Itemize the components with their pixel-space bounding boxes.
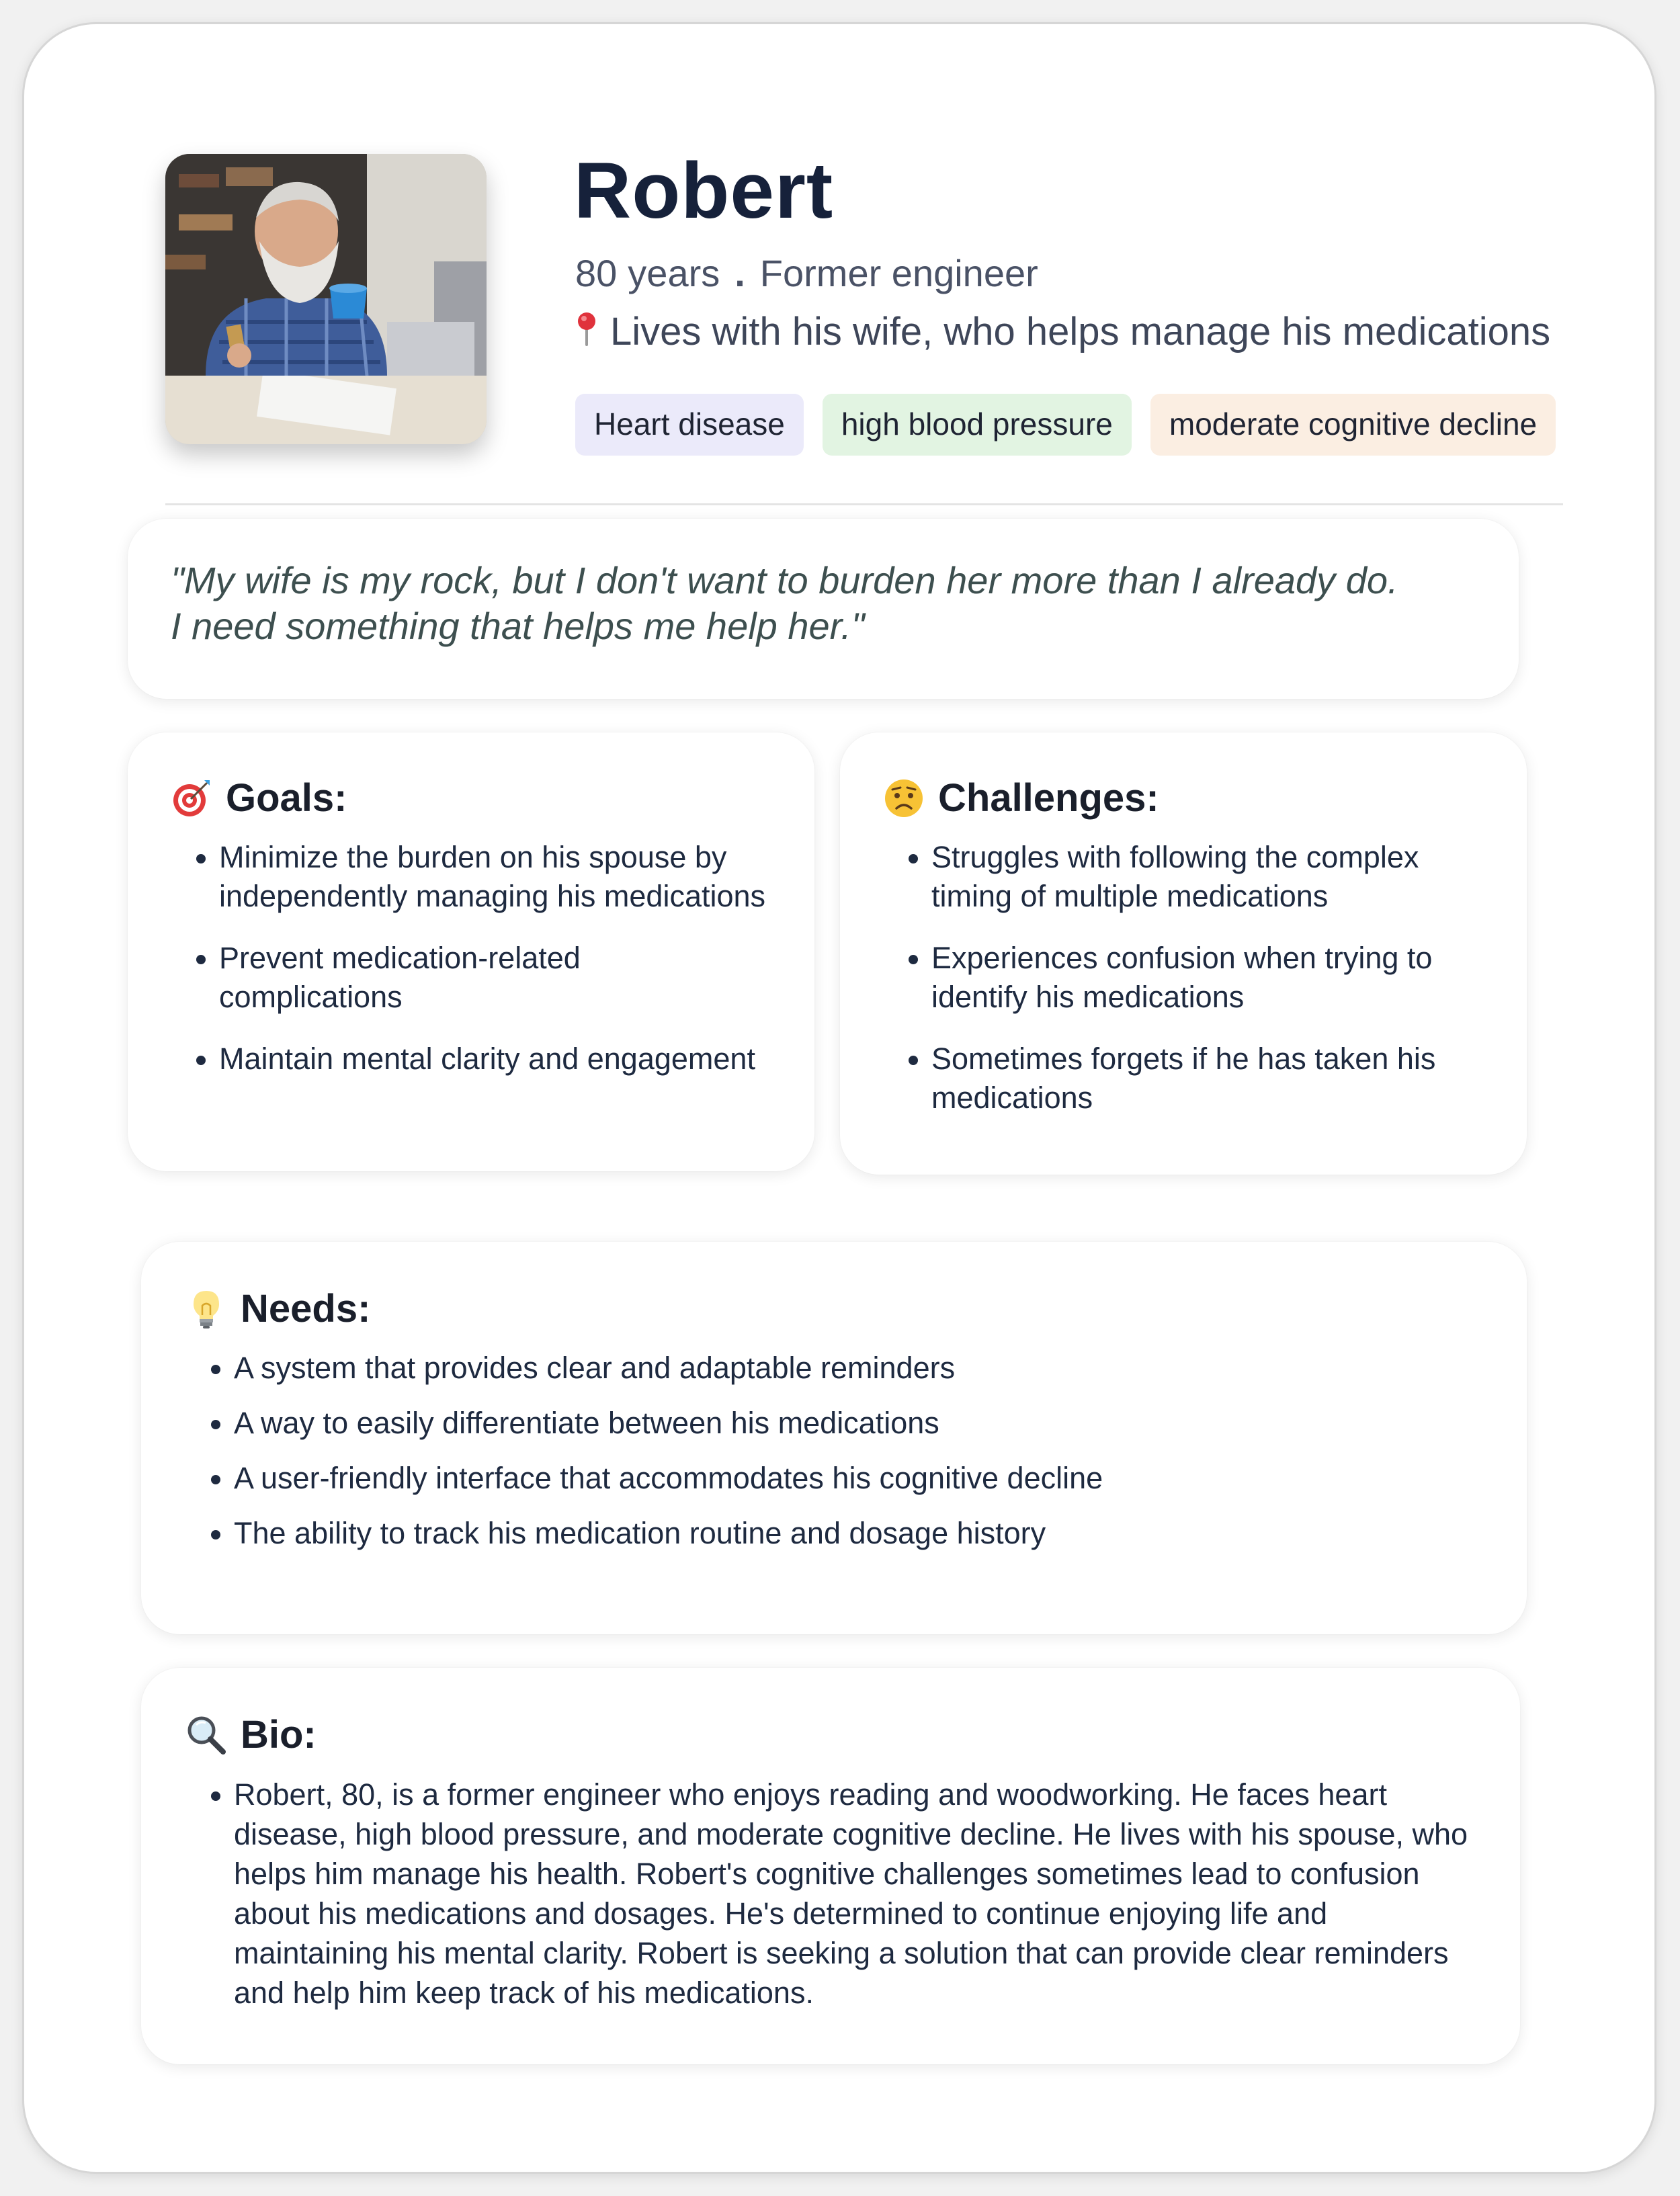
list-item: • Minimize the burden on his spouse by independently managing his medications xyxy=(219,838,771,916)
list-item: • The ability to track his medication routine and dosage history xyxy=(234,1514,1482,1553)
persona-meta xyxy=(575,251,1038,295)
list-item: • Struggles with following the complex timing of multiple medications xyxy=(931,838,1484,916)
bio-title: Bio: xyxy=(241,1713,317,1757)
persona-quote xyxy=(171,558,1476,649)
goals-title: Goals: xyxy=(226,776,347,820)
light-bulb-icon xyxy=(185,1288,227,1330)
bio-text: • Robert, 80, is a former engineer who enjoys reading and woodworking. He faces heart disease, high blood pressure, and moderate cognitive decline. He lives with his spouse, who helps him manage his health. Robert's cognitive challenges sometimes lead to confusion about his medications and dosages. He's determined to continue enjoying life and maintaining his mental clarity. Robert is seeking a solution that can provide clear reminders and help him keep track of his medications. xyxy=(234,1775,1476,2013)
challenges-list xyxy=(883,838,1484,1117)
quote-card xyxy=(128,519,1519,699)
tag-heart-disease: Heart disease xyxy=(575,394,804,456)
persona-name: Robert xyxy=(574,146,834,235)
goals-card xyxy=(128,732,814,1171)
tag-cognitive-decline: moderate cognitive decline xyxy=(1150,394,1556,456)
tag-high-blood-pressure: high blood pressure xyxy=(823,394,1132,456)
needs-heading xyxy=(185,1286,1482,1331)
header-divider xyxy=(165,503,1563,505)
list-item: • A user-friendly interface that accommodates his cognitive decline xyxy=(234,1459,1482,1498)
list-item: • Prevent medication-related complications xyxy=(219,939,771,1017)
challenges-heading xyxy=(883,775,1484,820)
worried-face-icon xyxy=(883,777,925,819)
needs-card xyxy=(141,1242,1527,1634)
bio-card xyxy=(141,1668,1520,2064)
pin-icon xyxy=(575,311,598,347)
list-item: • A system that provides clear and adaptable reminders xyxy=(234,1349,1482,1388)
age-unit: years xyxy=(628,252,720,294)
bio-heading xyxy=(185,1712,1476,1757)
profile-photo-image xyxy=(165,154,487,444)
list-item: • Experiences confusion when trying to identify his medications xyxy=(931,939,1484,1017)
profile-photo xyxy=(165,154,487,444)
magnifier-icon xyxy=(185,1714,227,1756)
list-item: • A way to easily differentiate between his medications xyxy=(234,1404,1482,1443)
goals-heading xyxy=(171,775,771,820)
challenges-title: Challenges: xyxy=(938,776,1159,820)
persona-location xyxy=(575,309,1550,354)
target-icon xyxy=(171,777,212,819)
quote-line-2: I need something that helps me help her." xyxy=(171,605,865,647)
needs-list xyxy=(185,1349,1482,1553)
meta-separator: . xyxy=(734,252,745,294)
list-item: • Sometimes forgets if he has taken his medications xyxy=(931,1040,1484,1117)
goals-list xyxy=(171,838,771,1079)
bio-list xyxy=(185,1775,1476,2013)
age-value: 80 xyxy=(575,252,618,294)
list-item: • Maintain mental clarity and engagement xyxy=(219,1040,771,1079)
needs-title: Needs: xyxy=(241,1287,371,1331)
challenges-card xyxy=(840,732,1527,1175)
quote-line-1: "My wife is my rock, but I don't want to burden her more than I already do. xyxy=(171,559,1398,601)
condition-tags xyxy=(575,394,1556,456)
occupation: Former engineer xyxy=(759,252,1038,294)
location-text: Lives with his wife, who helps manage his medications xyxy=(610,310,1551,353)
